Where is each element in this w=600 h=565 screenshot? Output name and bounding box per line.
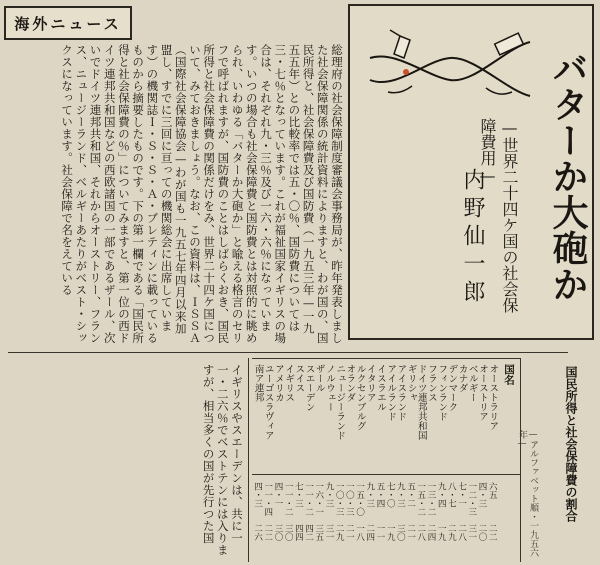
table-row [417, 358, 427, 562]
per-capita-value: 二一 [344, 524, 355, 541]
country-name: アイスランド [395, 364, 407, 421]
country-name: オランダ [344, 364, 356, 402]
country-name: イスラエル [374, 364, 386, 412]
country-name: スイス [293, 364, 305, 393]
ratio-value: 一〇・三 [334, 482, 345, 516]
table-row [325, 358, 335, 562]
author-name: 内野仙一郎 [460, 168, 485, 308]
per-capita-value: 三一 [323, 524, 334, 541]
ratio-value: 一六・一 [313, 482, 324, 516]
country-name: スエーデン [303, 364, 315, 412]
table-row [335, 358, 345, 562]
country-name: ノルウェー [323, 364, 335, 412]
table-row [386, 358, 396, 562]
ratio-value: 九・三 [395, 482, 406, 508]
per-capita-value: 一九 [436, 524, 447, 541]
table-row [294, 358, 304, 562]
country-name: ユーゴスラヴィア [262, 364, 274, 440]
per-capita-value: 三五 [313, 524, 324, 541]
article-body-top: 総理府の社会保障制度審議会事務局が、昨年発表しました社会保障関係の統計資料によりますと、わが国の、国民所得と、社会保障費及び国防費（一九五三年—一九五五年）との比較率では五・〇％、国防費については三・七％となっています。これが福祉国家イギリスの場合は、それぞれ九・三％及び一六・六％になっています。いつの場合も社会保障費と国防費とは対照的に眺められ、いわゆる「バターか大砲か」と喩える格言のセリフで呼ばれますが、国防費のことはしばらくおき、国民所得と社会保障費の関係だけをみ、世界二十四ケ国について、みておきましょう。なお、この資料は、ＩＳＳＡ（国際社会保障協会—わが国も一九五七年四月以来加盟し、すでに三回に亘っての機関総会に出席しています）の機関誌Ｉ・Ｓ・Ｓ・Ａ・ブレティンに載っているものから摘要したものです。下の第一欄である「国民所得と社会保障費の％」についてみますと、第一位の西ドイツ連邦共和国などの西欧諸国の一部であるザール、次いでドイツ連邦共和国、それからオーストリー、フランス、ニュージーランド、ベルギーあたりがベスト・シックスになっています。社会保障で名をえている [60, 44, 344, 344]
country-name: イギリス [283, 364, 295, 402]
column-divider [8, 352, 568, 353]
per-capita-value: 二九 [334, 524, 345, 541]
table-row [437, 358, 447, 562]
per-capita-value: 四二 [303, 524, 314, 541]
ratio-value: 九・三 [364, 482, 375, 508]
country-name: デンマーク [446, 364, 458, 412]
article-title: バターか大砲か [547, 50, 588, 302]
ratio-value: 一五・二 [415, 482, 426, 516]
ratio-value: 一五・〇 [354, 482, 365, 516]
ratio-value: 一三・二 [425, 482, 436, 516]
per-capita-value: 三一 [466, 524, 477, 541]
country-name: フィンランド [436, 364, 448, 421]
country-name: アメリカ [272, 364, 284, 402]
table-row [406, 358, 416, 562]
ratio-value: 七・〇 [385, 482, 396, 508]
per-capita-value: 一九 [385, 524, 396, 541]
ratio-value: 一一・二 [303, 482, 314, 516]
per-capita-value: 二〇 [476, 524, 487, 541]
country-name: ベルギー [466, 364, 478, 402]
article-subtitle: —世界二十四ケ国の社会保障費用— [478, 118, 519, 313]
ratio-value: 七・三 [293, 482, 304, 508]
per-capita-value: 二八 [456, 524, 467, 541]
country-name: オーストリア [476, 364, 488, 421]
country-name: ドイツ連邦共和国 [415, 364, 427, 440]
table-row [366, 358, 376, 562]
table-row [274, 358, 284, 562]
per-capita-value: 二二 [487, 524, 498, 541]
ratio-value: 四・三 [252, 482, 263, 508]
per-capita-value: 四四 [293, 524, 304, 541]
table-right-border [520, 358, 521, 562]
ratio-value: 四・三 [476, 482, 487, 508]
ratio-value: 一二・三 [466, 482, 477, 516]
per-capita-value: 二九 [446, 524, 457, 541]
per-capita-value: 一八 [354, 524, 365, 541]
article-body-bottom: イギリスやスエーデンは、共に一一・二六％でベストテンには入りますが、相当多くの国が先行つた国 [201, 364, 244, 556]
table-left-border [248, 358, 249, 562]
table-row [468, 358, 478, 562]
per-capita-value: 二二 [262, 524, 273, 541]
per-capita-value: 二六 [252, 524, 263, 541]
country-name: ザール [313, 364, 325, 393]
table-row [345, 358, 355, 562]
ratio-value: 四・一 [272, 482, 283, 508]
table-row [488, 358, 498, 562]
table-row [253, 358, 263, 562]
ratio-value: 一一・四 [262, 482, 273, 516]
country-name: イタリア [364, 364, 376, 402]
ratio-value: 六五 [487, 482, 498, 499]
country-name: オーストラリア [487, 364, 499, 431]
table-note: —アルファベット順・一九五六年— [517, 430, 538, 557]
table-row [478, 358, 488, 562]
section-label: 海外ニュース [4, 6, 132, 40]
per-capita-value: 二四 [425, 524, 436, 541]
table-row [315, 358, 325, 562]
country-name: フランス [425, 364, 437, 402]
country-name: ルクセンブルグ [354, 364, 366, 431]
table-row [376, 358, 386, 562]
ratio-value: 九・三 [323, 482, 334, 508]
header-name: 国名 [503, 364, 515, 385]
per-capita-value: 二四 [364, 524, 375, 541]
table-header [500, 358, 515, 562]
country-name: カナダ [456, 364, 468, 393]
social-security-table [252, 358, 518, 562]
table-row [396, 358, 406, 562]
table-row [427, 358, 437, 562]
per-capita-value: 二八 [415, 524, 426, 541]
table-row [304, 358, 314, 562]
hands-illustration [366, 20, 534, 116]
country-name: ギリシャ [405, 364, 417, 402]
country-name: ニュージーランド [334, 364, 346, 440]
table-row [457, 358, 467, 562]
ratio-value: 五・二 [405, 482, 416, 508]
table-row [264, 358, 274, 562]
per-capita-value: 三〇 [272, 524, 283, 541]
ratio-value: 九・四 [436, 482, 447, 508]
per-capita-value: 三〇 [283, 524, 294, 541]
country-name: アイルランド [385, 364, 397, 421]
ratio-value: 一一・二 [283, 482, 294, 516]
per-capita-value: 一一 [374, 524, 385, 541]
table-row [355, 358, 365, 562]
ratio-value: 七・一 [456, 482, 467, 508]
country-name: 南ア連邦 [252, 364, 264, 402]
ratio-value: 五・四 [374, 482, 385, 508]
title-box [348, 4, 594, 340]
per-capita-value: 三〇 [395, 524, 406, 541]
ratio-value: 八・七 [446, 482, 457, 508]
table-row [447, 358, 457, 562]
table-title: 国民所得と社会保障費の割合 [564, 366, 578, 522]
table-row [284, 358, 294, 562]
ratio-value: 一〇・三 [344, 482, 355, 516]
per-capita-value: 二一 [405, 524, 416, 541]
